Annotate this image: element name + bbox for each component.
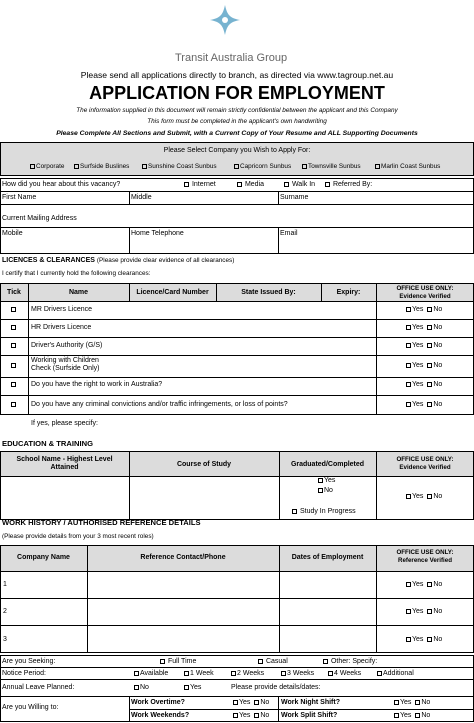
checkbox-icon <box>184 685 189 690</box>
checkbox-icon <box>427 494 432 499</box>
checkbox-icon <box>325 182 330 187</box>
checkbox-icon <box>406 382 411 387</box>
checkbox-icon <box>233 700 238 705</box>
checkbox-icon <box>11 402 16 407</box>
checkbox-icon <box>415 700 420 705</box>
lic-col-expiry: Expiry: <box>336 289 361 296</box>
weekends-options[interactable]: Yes No <box>233 712 269 720</box>
lic-col-state: State Issued By: <box>241 289 296 296</box>
checkbox-icon <box>406 609 411 614</box>
checkbox-icon <box>11 382 16 387</box>
hear-internet-option[interactable]: Internet <box>184 181 216 189</box>
checkbox-icon <box>406 402 411 407</box>
company-option-surfside[interactable]: Surfside Buslines <box>74 163 129 171</box>
edu-col-course: Course of Study <box>176 461 232 468</box>
edu-graduated-no[interactable]: No <box>318 487 333 495</box>
seeking-other[interactable]: Other: Specify: <box>323 658 377 666</box>
checkbox-icon <box>292 509 297 514</box>
work-row-verified[interactable]: Yes No <box>406 581 442 589</box>
seeking-casual[interactable]: Casual <box>258 658 288 666</box>
work-col-dates: Dates of Employment <box>291 554 364 561</box>
work-note: (Please provide details from your 3 most recent roles) <box>2 533 154 540</box>
company-logo-icon <box>207 2 243 38</box>
lic-row-tick[interactable] <box>11 324 17 332</box>
company-option-capricorn[interactable]: Capricorn Sunbus <box>234 163 291 171</box>
send-note: Please send all applications directly to branch, as directed via www.tagroup.net.au <box>80 70 394 80</box>
checkbox-icon <box>415 713 420 718</box>
weekends-label: Work Weekends? <box>131 712 190 719</box>
notice-4-weeks[interactable]: 4 Weeks <box>328 670 361 678</box>
checkbox-icon <box>406 494 411 499</box>
edu-col-school: School Name - Highest Level Attained <box>16 456 113 471</box>
checkbox-icon <box>406 637 411 642</box>
checkbox-icon <box>258 659 263 664</box>
checkbox-icon <box>233 713 238 718</box>
checkbox-icon <box>142 164 147 169</box>
lic-col-name: Name <box>68 289 89 296</box>
work-row-number: 2 <box>3 608 7 615</box>
checkbox-icon <box>318 488 323 493</box>
checkbox-icon <box>134 671 139 676</box>
annual-leave-no[interactable]: No <box>134 684 149 692</box>
lic-col-licence: Licence/Card Number <box>136 289 209 296</box>
mobile-field[interactable]: Mobile <box>2 230 23 237</box>
leave-details-label[interactable]: Please provide details/dates: <box>231 684 321 691</box>
company-option-townsville[interactable]: Townsville Sunbus <box>302 163 361 171</box>
checkbox-icon <box>427 582 432 587</box>
work-row-verified[interactable]: Yes No <box>406 636 442 644</box>
checkbox-icon <box>406 343 411 348</box>
overtime-label: Work Overtime? <box>131 699 185 706</box>
checkbox-icon <box>427 343 432 348</box>
night-shift-label: Work Night Shift? <box>281 699 340 706</box>
checkbox-icon <box>11 307 16 312</box>
notice-1-week[interactable]: 1 Week <box>184 670 214 678</box>
lic-row-tick[interactable] <box>11 401 17 409</box>
work-col-company: Company Name <box>17 554 70 561</box>
company-option-corporate[interactable]: Corporate <box>30 163 64 171</box>
company-logo-text: Transit Australia Group <box>175 52 288 64</box>
annual-leave-label: Annual Leave Planned: <box>2 684 75 691</box>
work-col-reference: Reference Contact/Phone <box>140 554 226 561</box>
checkbox-icon <box>184 182 189 187</box>
lic-row-verified[interactable]: Yes No <box>406 362 442 370</box>
home-telephone-field[interactable]: Home Telephone <box>131 230 184 237</box>
notice-additional[interactable]: Additional <box>377 670 414 678</box>
checkbox-icon <box>427 402 432 407</box>
checkbox-icon <box>11 325 16 330</box>
checkbox-icon <box>427 382 432 387</box>
work-row-verified[interactable]: Yes No <box>406 608 442 616</box>
edu-graduated-yes[interactable]: Yes <box>318 477 335 485</box>
work-row-number: 1 <box>3 581 7 588</box>
first-name-field[interactable]: First Name <box>2 194 37 201</box>
lic-row-tick[interactable] <box>11 362 17 370</box>
work-row-number: 3 <box>3 636 7 643</box>
mailing-address-field[interactable]: Current Mailing Address <box>2 215 77 222</box>
lic-row-name: Driver's Authority (G/S) <box>31 342 103 349</box>
edu-in-progress[interactable]: Study In Progress <box>292 508 356 516</box>
hear-media-option[interactable]: Media <box>237 181 264 189</box>
checkbox-icon <box>134 685 139 690</box>
checkbox-icon <box>74 164 79 169</box>
checkbox-icon <box>254 713 259 718</box>
checkbox-icon <box>394 700 399 705</box>
lic-row-tick[interactable] <box>11 381 17 389</box>
checkbox-icon <box>427 637 432 642</box>
licences-heading: LICENCES & CLEARANCES (Please provide clear evidence of all clearances) <box>2 257 235 264</box>
checkbox-icon <box>427 307 432 312</box>
notice-available[interactable]: Available <box>134 670 168 678</box>
checkbox-icon <box>231 671 236 676</box>
checkbox-icon <box>427 325 432 330</box>
split-shift-label: Work Split Shift? <box>281 712 338 719</box>
lic-row-name: HR Drivers Licence <box>31 324 92 331</box>
checkbox-icon <box>406 582 411 587</box>
notice-label: Notice Period: <box>2 670 46 677</box>
middle-name-field[interactable]: Middle <box>131 194 152 201</box>
confidential-note: The information supplied in this document will remain strictly confidential between the applicant and this Company <box>76 107 398 114</box>
seeking-label: Are you Seeking: <box>2 658 56 665</box>
checkbox-icon <box>302 164 307 169</box>
lic-row-name: MR Drivers Licence <box>31 306 93 313</box>
checkbox-icon <box>406 363 411 368</box>
notice-3-weeks[interactable]: 3 Weeks <box>281 670 314 678</box>
checkbox-icon <box>323 659 328 664</box>
lic-row-verified[interactable]: Yes No <box>406 324 442 332</box>
lic-row-verified[interactable]: Yes No <box>406 401 442 409</box>
checkbox-icon <box>427 363 432 368</box>
lic-row-verified[interactable]: Yes No <box>406 381 442 389</box>
willing-label: Are you Willing to: <box>2 704 59 711</box>
surname-field[interactable]: Surname <box>280 194 309 201</box>
checkbox-icon <box>281 671 286 676</box>
split-shift-options[interactable]: Yes No <box>394 712 430 720</box>
if-yes-specify[interactable]: If yes, please specify: <box>31 420 98 427</box>
company-option-sunshine[interactable]: Sunshine Coast Sunbus <box>142 163 217 171</box>
annual-leave-yes[interactable]: Yes <box>184 684 201 692</box>
email-field[interactable]: Email <box>280 230 298 237</box>
night-shift-options[interactable]: Yes No <box>394 699 430 707</box>
lic-row-name: Working with Children Check (Surfside Only) <box>31 357 100 372</box>
complete-note: Please Complete All Sections and Submit, with a Current Copy of Your Resume and ALL Supporting Documents <box>56 130 418 137</box>
lic-col-office: OFFICE USE ONLY: Evidence Verified <box>396 285 454 300</box>
edu-verified[interactable]: Yes No <box>406 493 442 501</box>
handwriting-note: This form must be completed in the applicant's own handwriting <box>147 118 327 125</box>
notice-2-weeks[interactable]: 2 Weeks <box>231 670 264 678</box>
edu-col-graduated: Graduated/Completed <box>290 461 365 468</box>
checkbox-icon <box>184 671 189 676</box>
checkbox-icon <box>427 609 432 614</box>
checkbox-icon <box>394 713 399 718</box>
lic-row-tick[interactable] <box>11 342 17 350</box>
licences-certify: I certify that I currently hold the following clearances: <box>2 270 151 277</box>
checkbox-icon <box>30 164 35 169</box>
lic-row-name: Do you have the right to work in Australia? <box>31 381 163 388</box>
checkbox-icon <box>160 659 165 664</box>
checkbox-icon <box>377 671 382 676</box>
work-heading: WORK HISTORY / AUTHORISED REFERENCE DETAILS <box>2 518 201 527</box>
checkbox-icon <box>375 164 380 169</box>
checkbox-icon <box>11 363 16 368</box>
lic-row-tick[interactable] <box>11 306 17 314</box>
education-heading: EDUCATION & TRAINING <box>2 439 93 448</box>
hear-walkin-option[interactable]: Walk In <box>284 181 315 189</box>
hear-about-label: How did you hear about this vacancy? <box>2 181 121 188</box>
lic-row-name: Do you have any criminal convictions and/or traffic infringements, or loss of points? <box>31 401 288 408</box>
checkbox-icon <box>11 343 16 348</box>
edu-col-office: OFFICE USE ONLY: Evidence Verified <box>396 456 454 471</box>
checkbox-icon <box>406 325 411 330</box>
page-title: APPLICATION FOR EMPLOYMENT <box>89 83 385 103</box>
work-col-office: OFFICE USE ONLY: Reference Verified <box>396 549 454 564</box>
company-prompt: Please Select Company you Wish to Apply For: <box>163 147 311 154</box>
checkbox-icon <box>328 671 333 676</box>
checkbox-icon <box>237 182 242 187</box>
lic-row-verified[interactable]: Yes No <box>406 306 442 314</box>
seeking-full-time[interactable]: Full Time <box>160 658 196 666</box>
lic-row-verified[interactable]: Yes No <box>406 342 442 350</box>
checkbox-icon <box>284 182 289 187</box>
hear-referred-option[interactable]: Referred By: <box>325 181 372 189</box>
lic-col-tick: Tick <box>7 289 21 296</box>
checkbox-icon <box>254 700 259 705</box>
checkbox-icon <box>406 307 411 312</box>
checkbox-icon <box>234 164 239 169</box>
checkbox-icon <box>318 478 323 483</box>
overtime-options[interactable]: Yes No <box>233 699 269 707</box>
company-option-marlin[interactable]: Marlin Coast Sunbus <box>375 163 440 171</box>
